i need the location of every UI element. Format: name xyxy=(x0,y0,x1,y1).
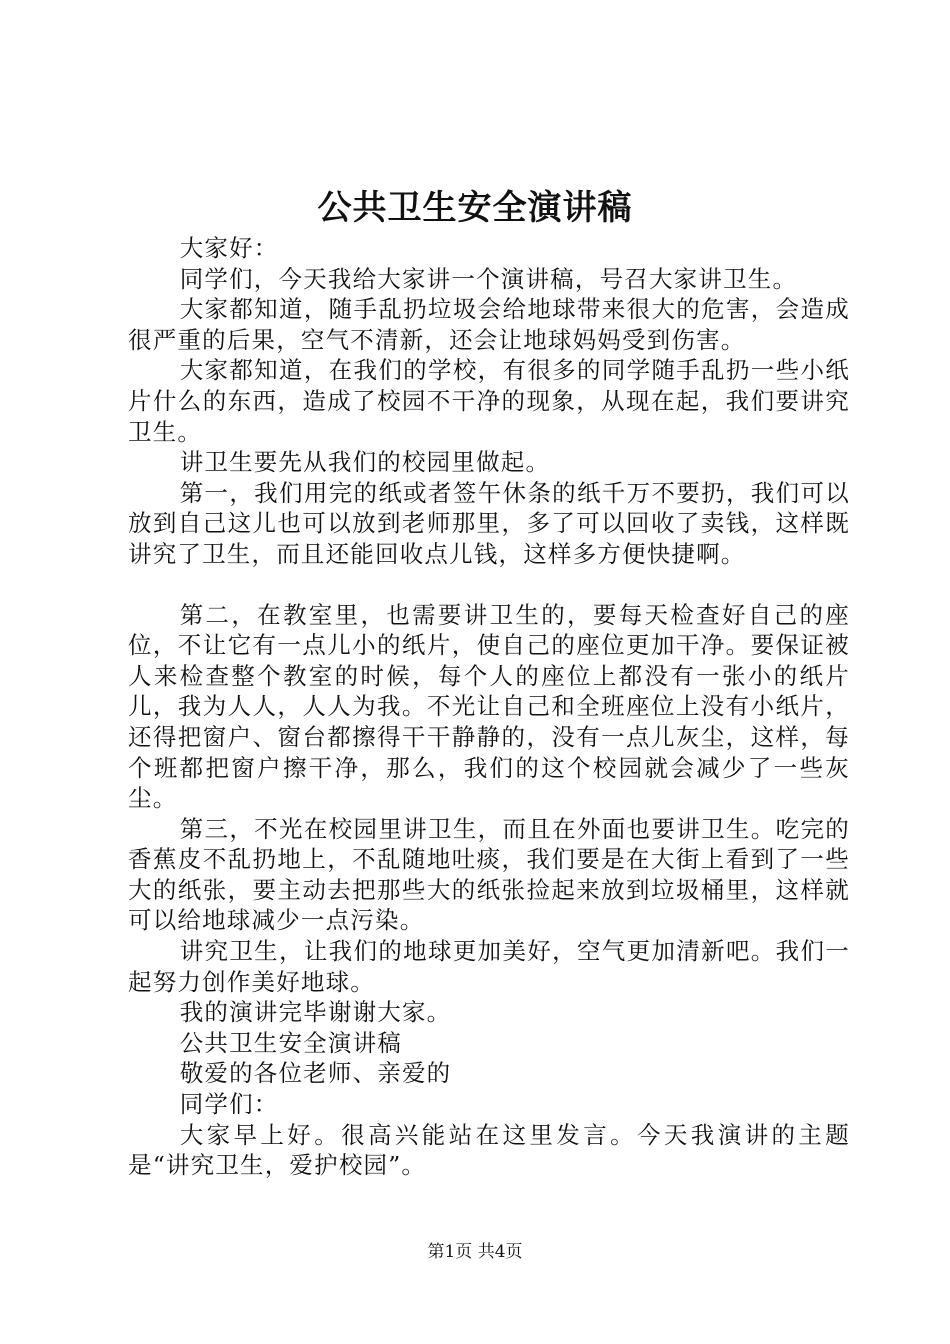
paragraph-conclusion: 讲究卫生，让我们的地球更加美好，空气更加清新吧。我们一起努力创作美好地球。 xyxy=(128,937,850,996)
document-body xyxy=(128,233,850,1181)
page-number-footer: 第1页 共4页 xyxy=(427,1242,523,1262)
paragraph-second-point: 第二，在教室里，也需要讲卫生的，要每天检查好自己的座位，不让它有一点儿小的纸片，使自己的座位更加干净。要保证被人来检查整个教室的时候，每个人的座位上都没有一张小的纸片儿，我为人人，人人为我。不光让自己和全班座位上没有小纸片，还得把窗户、窗台都擦得干干静静的，没有一点儿灰尘，这样，每个班都把窗户擦干净，那么，我们的这个校园就会减少了一些灰尘。 xyxy=(128,600,850,813)
paragraph-school-litter: 大家都知道，在我们的学校，有很多的同学随手乱扔一些小纸片什么的东西，造成了校园不干净的现象，从现在起，我们要讲究卫生。 xyxy=(128,356,850,446)
paragraph-second-title: 公共卫生安全演讲稿 xyxy=(179,1028,402,1057)
paragraph-greeting: 大家好： xyxy=(179,234,279,262)
paragraph-intro: 同学们，今天我给大家讲一个演讲稿，号召大家讲卫生。 xyxy=(179,264,798,293)
paragraph-thanks: 我的演讲完毕谢谢大家。 xyxy=(179,998,452,1027)
paragraph-harm: 大家都知道，随手乱扔垃圾会给地球带来很大的危害，会造成很严重的后果，空气不清新，还会让地球妈妈受到伤害。 xyxy=(128,295,850,354)
paragraph-morning-greeting: 大家早上好。很高兴能站在这里发言。今天我演讲的主题是“讲究卫生，爱护校园”。 xyxy=(128,1120,850,1180)
paragraph-salutation: 敬爱的各位老师、亲爱的 xyxy=(179,1059,452,1088)
paragraph-third-point: 第三，不光在校园里讲卫生，而且在外面也要讲卫生。吃完的香蕉皮不乱扔地上，不乱随地吐痰，我们要是在大街上看到了一些大的纸张，要主动去把那些大的纸张捡起来放到垃圾桶里，这样就可以给地球减少一点污染。 xyxy=(128,814,850,935)
paragraph-classmates: 同学们： xyxy=(179,1090,279,1119)
document-title: 公共卫生安全演讲稿 xyxy=(317,188,633,228)
paragraph-first-point: 第一，我们用完的纸或者签午休条的纸千万不要扔，我们可以放到自己这儿也可以放到老师那里，多了可以回收了卖钱，这样既讲究了卫生，而且还能回收点儿钱，这样多方便快捷啊。 xyxy=(128,478,850,568)
paragraph-start-campus: 讲卫生要先从我们的校园里做起。 xyxy=(179,448,551,477)
